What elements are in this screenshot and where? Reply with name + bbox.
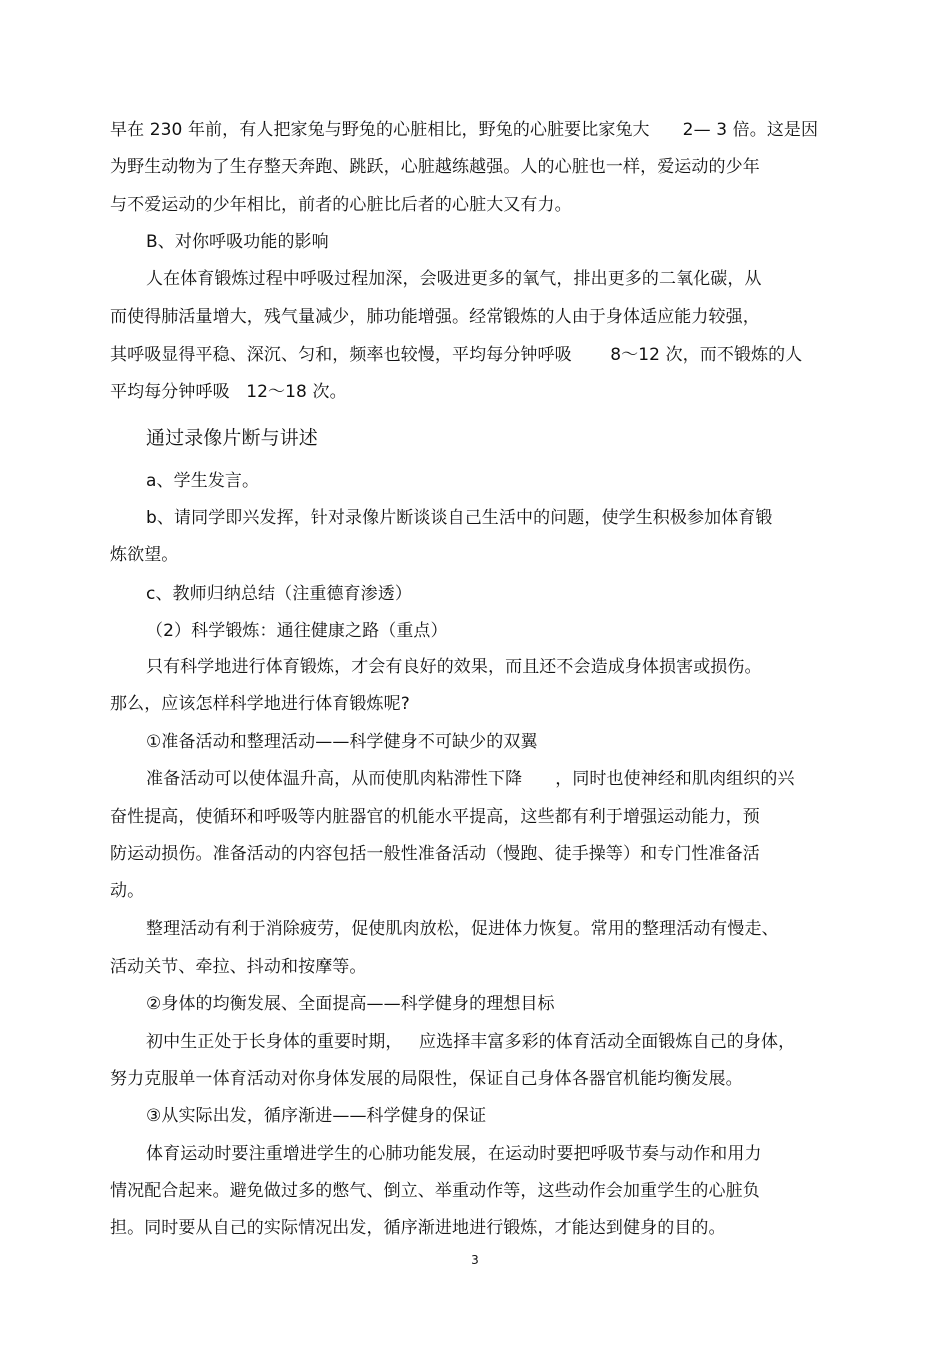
paragraph-line: 与不爱运动的少年相比，前者的心脏比后者的心脏大又有力。 — [110, 195, 572, 215]
section-heading-video: 通过录像片断与讲述 — [146, 427, 318, 449]
paragraph-line: 担。同时要从自己的实际情况出发，循序渐进地进行锻炼，才能达到健身的目的。 — [110, 1218, 726, 1238]
paragraph-line: 防运动损伤。准备活动的内容包括一般性准备活动（慢跑、徒手操等）和专门性准备活 — [110, 844, 760, 864]
paragraph-line: 活动关节、牵拉、抖动和按摩等。 — [110, 957, 367, 977]
list-item-c: c、教师归纳总结（注重德育渗透） — [146, 584, 412, 604]
paragraph-line: 平均每分钟呼吸 12～18 次。 — [110, 382, 347, 402]
section-heading-2: （2）科学锻炼：通往健康之路（重点） — [146, 621, 448, 641]
paragraph-line: 而使得肺活量增大，残气量减少，肺功能增强。经常锻炼的人由于身体适应能力较强， — [110, 307, 760, 327]
subheading-1: ①准备活动和整理活动——科学健身不可缺少的双翼 — [146, 732, 538, 752]
paragraph-line: 奋性提高，使循环和呼吸等内脏器官的机能水平提高，这些都有利于增强运动能力，预 — [110, 807, 760, 827]
subheading-2: ②身体的均衡发展、全面提高——科学健身的理想目标 — [146, 994, 555, 1014]
paragraph-line: 努力克服单一体育活动对你身体发展的局限性，保证自己身体各器官机能均衡发展。 — [110, 1069, 743, 1089]
paragraph-line: 为野生动物为了生存整天奔跑、跳跃，心脏越练越强。人的心脏也一样，爱运动的少年 — [110, 157, 760, 177]
paragraph-line: 初中生正处于长身体的重要时期， 应选择丰富多彩的体育活动全面锻炼自己的身体， — [146, 1032, 796, 1052]
section-heading-b: B、对你呼吸功能的影响 — [146, 232, 329, 252]
paragraph-line: 人在体育锻炼过程中呼吸过程加深，会吸进更多的氧气，排出更多的二氧化碳，从 — [146, 269, 762, 289]
list-item-a: a、学生发言。 — [146, 471, 260, 491]
paragraph-line: 其呼吸显得平稳、深沉、匀和，频率也较慢，平均每分钟呼吸 8～12 次，而不锻炼的人 — [110, 345, 803, 365]
paragraph-line: 炼欲望。 — [110, 545, 179, 565]
subheading-3: ③从实际出发，循序渐进——科学健身的保证 — [146, 1106, 487, 1126]
paragraph-line: 体育运动时要注重增进学生的心肺功能发展，在运动时要把呼吸节奏与动作和用力 — [146, 1144, 762, 1164]
paragraph-line: 情况配合起来。避免做过多的憋气、倒立、举重动作等，这些动作会加重学生的心脏负 — [110, 1181, 760, 1201]
paragraph-line: 早在 230 年前，有人把家兔与野兔的心脏相比，野兔的心脏要比家兔大 2— 3 倍。这是因 — [110, 120, 819, 140]
paragraph-line: 只有科学地进行体育锻炼，才会有良好的效果，而且还不会造成身体损害或损伤。 — [146, 657, 762, 677]
paragraph-line: 整理活动有利于消除疲劳，促使肌肉放松，促进体力恢复。常用的整理活动有慢走、 — [146, 919, 779, 939]
page-number: 3 — [471, 1253, 479, 1267]
paragraph-line: 动。 — [110, 881, 145, 901]
list-item-b: b、请同学即兴发挥，针对录像片断谈谈自己生活中的问题，使学生积极参加体育锻 — [146, 508, 773, 528]
paragraph-line: 准备活动可以使体温升高，从而使肌肉粘滞性下降 ，同时也使神经和肌肉组织的兴 — [146, 769, 795, 789]
paragraph-line: 那么，应该怎样科学地进行体育锻炼呢? — [110, 694, 410, 714]
